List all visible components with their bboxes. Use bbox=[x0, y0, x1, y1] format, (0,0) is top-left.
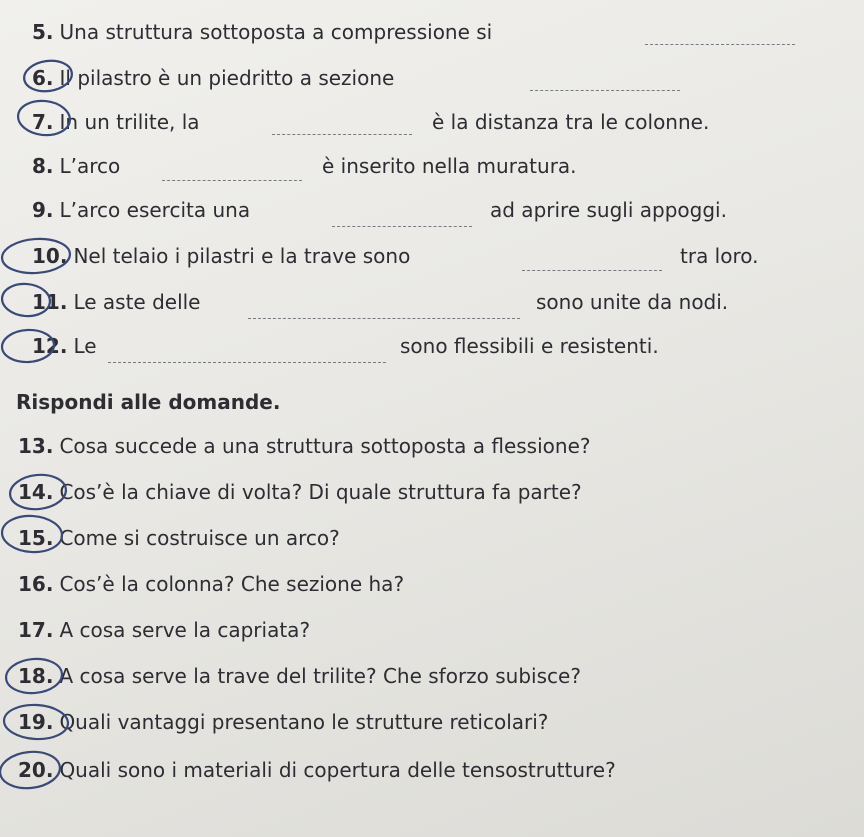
question-text: Cosa succede a una struttura sottoposta a flessione? bbox=[59, 434, 591, 458]
question-19 bbox=[18, 710, 548, 734]
fill-in-item-7 bbox=[32, 110, 200, 134]
item-text-before: L’arco esercita una bbox=[59, 198, 251, 222]
fill-in-item-9 bbox=[32, 198, 250, 222]
item-number: 12. bbox=[32, 334, 68, 358]
item-text-before: Le bbox=[73, 334, 97, 358]
question-number: 19. bbox=[18, 710, 54, 734]
question-number: 17. bbox=[18, 618, 54, 642]
answer-blank-8[interactable] bbox=[162, 180, 302, 181]
item-text-before: In un trilite, la bbox=[59, 110, 200, 134]
item-text-after: ad aprire sugli appoggi. bbox=[490, 198, 727, 222]
item-text-after: è inserito nella muratura. bbox=[322, 154, 577, 178]
question-16 bbox=[18, 572, 404, 596]
item-text-before: Nel telaio i pilastri e la trave sono bbox=[73, 244, 411, 268]
question-text: Cos’è la chiave di volta? Di quale struttura fa parte? bbox=[59, 480, 582, 504]
item-number: 8. bbox=[32, 154, 54, 178]
question-text: A cosa serve la capriata? bbox=[59, 618, 311, 642]
answer-blank-12[interactable] bbox=[108, 362, 386, 363]
fill-in-item-11 bbox=[32, 290, 201, 314]
item-number: 5. bbox=[32, 20, 54, 44]
item-text-after: sono flessibili e resistenti. bbox=[400, 334, 659, 358]
question-17 bbox=[18, 618, 310, 642]
item-number: 6. bbox=[32, 66, 54, 90]
fill-in-item-8 bbox=[32, 154, 120, 178]
question-18 bbox=[18, 664, 581, 688]
item-text-after: sono unite da nodi. bbox=[536, 290, 729, 314]
question-number: 16. bbox=[18, 572, 54, 596]
answer-blank-10[interactable] bbox=[522, 270, 662, 271]
question-text: Come si costruisce un arco? bbox=[59, 526, 340, 550]
fill-in-item-6 bbox=[32, 66, 394, 90]
item-text-before: Una struttura sottoposta a compressione si bbox=[59, 20, 493, 44]
question-number: 18. bbox=[18, 664, 54, 688]
question-text: A cosa serve la trave del trilite? Che sforzo subisce? bbox=[59, 664, 581, 688]
question-text: Quali vantaggi presentano le strutture reticolari? bbox=[59, 710, 549, 734]
question-number: 20. bbox=[18, 758, 54, 782]
item-text-after: tra loro. bbox=[680, 244, 759, 268]
fill-in-item-10 bbox=[32, 244, 410, 268]
answer-blank-11[interactable] bbox=[248, 318, 520, 319]
question-20 bbox=[18, 758, 616, 782]
item-number: 11. bbox=[32, 290, 68, 314]
answer-blank-9[interactable] bbox=[332, 226, 472, 227]
question-text: Quali sono i materiali di copertura delle tensostrutture? bbox=[59, 758, 616, 782]
item-text-before: Le aste delle bbox=[73, 290, 201, 314]
fill-in-item-5 bbox=[32, 20, 492, 44]
answer-blank-6[interactable] bbox=[530, 90, 680, 91]
item-number: 7. bbox=[32, 110, 54, 134]
answer-blank-7[interactable] bbox=[272, 134, 412, 135]
item-text-before: L’arco bbox=[59, 154, 121, 178]
question-text: Cos’è la colonna? Che sezione ha? bbox=[59, 572, 405, 596]
question-13 bbox=[18, 434, 590, 458]
item-text-after: è la distanza tra le colonne. bbox=[432, 110, 710, 134]
item-number: 9. bbox=[32, 198, 54, 222]
item-number: 10. bbox=[32, 244, 68, 268]
question-15 bbox=[18, 526, 340, 550]
question-14 bbox=[18, 480, 582, 504]
question-number: 15. bbox=[18, 526, 54, 550]
fill-in-item-12 bbox=[32, 334, 97, 358]
item-text-before: Il pilastro è un piedritto a sezione bbox=[59, 66, 395, 90]
section-heading: Rispondi alle domande. bbox=[16, 390, 281, 414]
question-number: 14. bbox=[18, 480, 54, 504]
answer-blank-5[interactable] bbox=[645, 44, 795, 45]
question-number: 13. bbox=[18, 434, 54, 458]
